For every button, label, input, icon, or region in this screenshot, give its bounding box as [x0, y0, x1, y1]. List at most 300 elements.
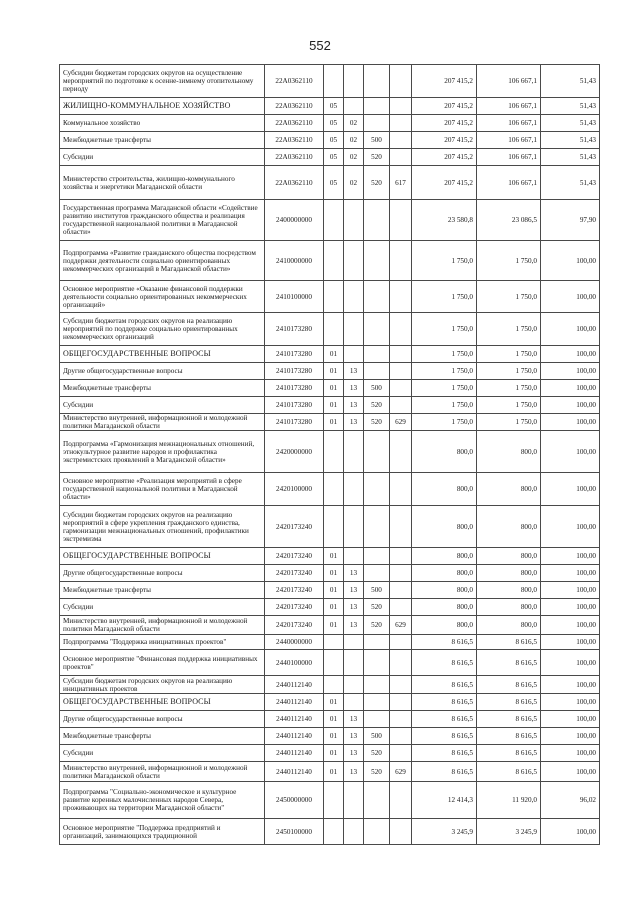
- row-executed: 23 086,5: [477, 200, 541, 241]
- row-code: 2420173240: [265, 565, 324, 582]
- row-percent: 96,02: [541, 782, 600, 819]
- row-percent: 100,00: [541, 819, 600, 845]
- row-plan: 1 750,0: [412, 380, 477, 397]
- row-executed: 11 920,0: [477, 782, 541, 819]
- row-percent: 100,00: [541, 548, 600, 565]
- row-code: 2420173240: [265, 599, 324, 616]
- table-row: [60, 548, 600, 565]
- row-code: 2440000000: [265, 635, 324, 650]
- row-percent: 100,00: [541, 414, 600, 431]
- row-subsection: 13: [344, 380, 364, 397]
- row-section: [324, 782, 344, 819]
- row-name: Межбюджетные трансферты: [60, 582, 265, 599]
- row-percent: 51,43: [541, 149, 600, 166]
- row-expense-type: [364, 819, 390, 845]
- row-plan: 207 415,2: [412, 149, 477, 166]
- row-admin-code: 629: [390, 616, 412, 635]
- row-percent: 100,00: [541, 694, 600, 711]
- row-subsection: [344, 241, 364, 281]
- row-name: Министерство внутренней, информационной и молодежной политики Магаданской области: [60, 414, 265, 431]
- row-executed: 800,0: [477, 616, 541, 635]
- row-code: 2420000000: [265, 431, 324, 473]
- row-name: Министерство внутренней, информационной и молодежной политики Магаданской области: [60, 616, 265, 635]
- row-code: 22А0362110: [265, 166, 324, 200]
- row-subsection: [344, 506, 364, 548]
- row-executed: 800,0: [477, 506, 541, 548]
- row-section: 01: [324, 728, 344, 745]
- row-name: ОБЩЕГОСУДАРСТВЕННЫЕ ВОПРОСЫ: [60, 548, 265, 565]
- row-code: 22А0362110: [265, 65, 324, 98]
- row-subsection: [344, 65, 364, 98]
- row-executed: 1 750,0: [477, 346, 541, 363]
- row-expense-type: [364, 346, 390, 363]
- row-subsection: [344, 676, 364, 694]
- row-admin-code: [390, 650, 412, 676]
- page-number: 552: [309, 38, 331, 53]
- row-plan: 1 750,0: [412, 363, 477, 380]
- row-plan: 8 616,5: [412, 745, 477, 762]
- row-code: 22А0362110: [265, 98, 324, 115]
- row-expense-type: 500: [364, 582, 390, 599]
- row-section: [324, 650, 344, 676]
- row-name: Основное мероприятие «Реализация мероприятий в сфере государственной национальной политики в Магаданской области»: [60, 473, 265, 506]
- table-row: [60, 200, 600, 241]
- row-section: 01: [324, 414, 344, 431]
- row-plan: 207 415,2: [412, 166, 477, 200]
- row-percent: 100,00: [541, 676, 600, 694]
- row-admin-code: [390, 548, 412, 565]
- table-row: [60, 582, 600, 599]
- row-name: Субсидии: [60, 397, 265, 414]
- row-expense-type: [364, 65, 390, 98]
- row-admin-code: [390, 635, 412, 650]
- row-section: 01: [324, 616, 344, 635]
- row-percent: 51,43: [541, 115, 600, 132]
- row-section: 01: [324, 397, 344, 414]
- row-subsection: [344, 281, 364, 313]
- row-expense-type: [364, 635, 390, 650]
- row-admin-code: [390, 782, 412, 819]
- row-expense-type: 520: [364, 745, 390, 762]
- row-admin-code: [390, 473, 412, 506]
- row-code: 2440112140: [265, 762, 324, 782]
- row-section: 01: [324, 582, 344, 599]
- row-code: 2420100000: [265, 473, 324, 506]
- table-row: [60, 313, 600, 346]
- table-row: [60, 728, 600, 745]
- table-row: [60, 635, 600, 650]
- row-plan: 8 616,5: [412, 676, 477, 694]
- row-executed: 106 667,1: [477, 98, 541, 115]
- row-subsection: 02: [344, 166, 364, 200]
- row-code: 2400000000: [265, 200, 324, 241]
- row-name: Другие общегосударственные вопросы: [60, 565, 265, 582]
- row-plan: 800,0: [412, 473, 477, 506]
- row-code: 22А0362110: [265, 132, 324, 149]
- row-section: [324, 819, 344, 845]
- row-plan: 1 750,0: [412, 281, 477, 313]
- row-section: 01: [324, 363, 344, 380]
- row-admin-code: [390, 397, 412, 414]
- row-executed: 1 750,0: [477, 363, 541, 380]
- row-plan: 12 414,3: [412, 782, 477, 819]
- row-section: [324, 313, 344, 346]
- row-admin-code: [390, 132, 412, 149]
- row-code: 2410173280: [265, 313, 324, 346]
- table-row: [60, 166, 600, 200]
- row-expense-type: 520: [364, 762, 390, 782]
- row-executed: 106 667,1: [477, 65, 541, 98]
- row-name: Основное мероприятие "Финансовая поддержка инициативных проектов": [60, 650, 265, 676]
- row-name: Субсидии: [60, 149, 265, 166]
- row-code: 2410000000: [265, 241, 324, 281]
- row-expense-type: 520: [364, 414, 390, 431]
- row-plan: 8 616,5: [412, 650, 477, 676]
- row-section: 05: [324, 166, 344, 200]
- row-executed: 106 667,1: [477, 115, 541, 132]
- row-code: 2410100000: [265, 281, 324, 313]
- row-plan: 800,0: [412, 506, 477, 548]
- row-admin-code: [390, 728, 412, 745]
- row-section: [324, 200, 344, 241]
- row-section: 05: [324, 149, 344, 166]
- row-expense-type: [364, 363, 390, 380]
- row-expense-type: [364, 711, 390, 728]
- row-executed: 8 616,5: [477, 762, 541, 782]
- row-plan: 1 750,0: [412, 313, 477, 346]
- row-section: 01: [324, 548, 344, 565]
- row-expense-type: [364, 565, 390, 582]
- row-subsection: [344, 782, 364, 819]
- row-expense-type: 520: [364, 166, 390, 200]
- row-subsection: [344, 431, 364, 473]
- row-admin-code: [390, 363, 412, 380]
- row-plan: 800,0: [412, 548, 477, 565]
- row-executed: 800,0: [477, 431, 541, 473]
- row-code: 2440112140: [265, 745, 324, 762]
- row-subsection: 13: [344, 565, 364, 582]
- row-code: 2410173280: [265, 414, 324, 431]
- row-admin-code: [390, 676, 412, 694]
- row-code: 2420173240: [265, 616, 324, 635]
- row-plan: 8 616,5: [412, 635, 477, 650]
- row-admin-code: [390, 431, 412, 473]
- row-subsection: [344, 635, 364, 650]
- row-executed: 800,0: [477, 565, 541, 582]
- row-name: ОБЩЕГОСУДАРСТВЕННЫЕ ВОПРОСЫ: [60, 346, 265, 363]
- row-plan: 207 415,2: [412, 98, 477, 115]
- row-subsection: 13: [344, 711, 364, 728]
- table-row: [60, 745, 600, 762]
- row-plan: 1 750,0: [412, 397, 477, 414]
- row-name: Министерство строительства, жилищно-коммунального хозяйства и энергетики Магаданской области: [60, 166, 265, 200]
- row-expense-type: [364, 506, 390, 548]
- row-expense-type: [364, 98, 390, 115]
- row-subsection: 02: [344, 115, 364, 132]
- table-row: [60, 711, 600, 728]
- row-name: Основное мероприятие "Поддержка предприятий и организаций, занимающихся традиционной: [60, 819, 265, 845]
- table-row: [60, 819, 600, 845]
- row-admin-code: 629: [390, 414, 412, 431]
- table-row: [60, 149, 600, 166]
- row-plan: 23 580,8: [412, 200, 477, 241]
- row-subsection: [344, 313, 364, 346]
- row-subsection: 02: [344, 132, 364, 149]
- row-percent: 100,00: [541, 241, 600, 281]
- table-row: [60, 782, 600, 819]
- row-code: 2420173240: [265, 506, 324, 548]
- row-admin-code: [390, 346, 412, 363]
- row-plan: 800,0: [412, 431, 477, 473]
- row-section: 01: [324, 565, 344, 582]
- row-percent: 51,43: [541, 98, 600, 115]
- row-name: Субсидии бюджетам городских округов на реализацию мероприятий по поддержке социально ориентированных некоммерческих организаций: [60, 313, 265, 346]
- row-percent: 51,43: [541, 166, 600, 200]
- row-admin-code: [390, 694, 412, 711]
- row-subsection: [344, 819, 364, 845]
- row-section: [324, 676, 344, 694]
- row-admin-code: [390, 819, 412, 845]
- row-code: 2440112140: [265, 676, 324, 694]
- row-plan: 3 245,9: [412, 819, 477, 845]
- row-executed: 1 750,0: [477, 241, 541, 281]
- table-row: [60, 616, 600, 635]
- row-executed: 8 616,5: [477, 676, 541, 694]
- row-section: 01: [324, 762, 344, 782]
- row-subsection: 02: [344, 149, 364, 166]
- row-expense-type: [364, 115, 390, 132]
- row-expense-type: [364, 694, 390, 711]
- row-code: 2450100000: [265, 819, 324, 845]
- row-admin-code: [390, 115, 412, 132]
- row-code: 2440100000: [265, 650, 324, 676]
- row-admin-code: [390, 200, 412, 241]
- table-row: [60, 676, 600, 694]
- table-row: [60, 380, 600, 397]
- row-subsection: 13: [344, 616, 364, 635]
- row-section: [324, 506, 344, 548]
- row-admin-code: [390, 599, 412, 616]
- row-code: 2410173280: [265, 397, 324, 414]
- row-subsection: 13: [344, 762, 364, 782]
- row-plan: 207 415,2: [412, 115, 477, 132]
- table-row: [60, 694, 600, 711]
- row-expense-type: 500: [364, 380, 390, 397]
- row-name: Подпрограмма «Гармонизация межнациональных отношений, этнокультурное развитие народов и профилактика экстремистских проявлений в Магаданской области»: [60, 431, 265, 473]
- row-percent: 100,00: [541, 346, 600, 363]
- row-executed: 106 667,1: [477, 149, 541, 166]
- row-admin-code: [390, 745, 412, 762]
- row-admin-code: [390, 98, 412, 115]
- row-admin-code: 617: [390, 166, 412, 200]
- row-expense-type: [364, 431, 390, 473]
- row-subsection: [344, 548, 364, 565]
- row-code: 22А0362110: [265, 115, 324, 132]
- row-name: Межбюджетные трансферты: [60, 132, 265, 149]
- row-name: Межбюджетные трансферты: [60, 728, 265, 745]
- row-section: 05: [324, 132, 344, 149]
- row-percent: 100,00: [541, 313, 600, 346]
- table-row: [60, 115, 600, 132]
- row-expense-type: [364, 241, 390, 281]
- row-executed: 1 750,0: [477, 397, 541, 414]
- table-row: [60, 363, 600, 380]
- row-name: Субсидии бюджетам городских округов на реализацию инициативных проектов: [60, 676, 265, 694]
- row-percent: 100,00: [541, 599, 600, 616]
- row-code: 2410173280: [265, 346, 324, 363]
- row-name: Подпрограмма "Социально-экономическое и культурное развитие коренных малочисленных народов Севера, проживающих на территории Магаданской области": [60, 782, 265, 819]
- row-executed: 8 616,5: [477, 650, 541, 676]
- row-percent: 100,00: [541, 473, 600, 506]
- row-percent: 100,00: [541, 745, 600, 762]
- row-section: 01: [324, 346, 344, 363]
- row-plan: 1 750,0: [412, 414, 477, 431]
- row-subsection: [344, 200, 364, 241]
- row-subsection: 13: [344, 414, 364, 431]
- row-section: [324, 241, 344, 281]
- row-plan: 207 415,2: [412, 65, 477, 98]
- row-expense-type: [364, 548, 390, 565]
- row-plan: 8 616,5: [412, 728, 477, 745]
- row-percent: 100,00: [541, 635, 600, 650]
- row-executed: 8 616,5: [477, 728, 541, 745]
- row-plan: 8 616,5: [412, 711, 477, 728]
- row-plan: 800,0: [412, 599, 477, 616]
- row-expense-type: 520: [364, 599, 390, 616]
- row-expense-type: [364, 313, 390, 346]
- row-subsection: 13: [344, 745, 364, 762]
- row-section: 01: [324, 380, 344, 397]
- table-row: [60, 397, 600, 414]
- row-subsection: 13: [344, 363, 364, 380]
- row-name: Подпрограмма "Поддержка инициативных проектов": [60, 635, 265, 650]
- row-name: Подпрограмма «Развитие гражданского общества посредством поддержки деятельности социально ориентированных некоммерческих организаций в Магаданской области»: [60, 241, 265, 281]
- row-subsection: 13: [344, 599, 364, 616]
- row-executed: 800,0: [477, 473, 541, 506]
- row-plan: 8 616,5: [412, 762, 477, 782]
- row-code: 2440112140: [265, 711, 324, 728]
- row-admin-code: 629: [390, 762, 412, 782]
- row-executed: 106 667,1: [477, 166, 541, 200]
- row-code: 2410173280: [265, 380, 324, 397]
- row-admin-code: [390, 380, 412, 397]
- row-code: 2420173240: [265, 582, 324, 599]
- row-admin-code: [390, 281, 412, 313]
- row-subsection: 13: [344, 397, 364, 414]
- row-name: Государственная программа Магаданской области «Содействие развитию институтов гражданского общества и реализация государственной национальной политики в Магаданской области»: [60, 200, 265, 241]
- row-section: [324, 281, 344, 313]
- row-expense-type: [364, 782, 390, 819]
- row-plan: 800,0: [412, 616, 477, 635]
- row-section: 01: [324, 694, 344, 711]
- row-admin-code: [390, 506, 412, 548]
- row-plan: 8 616,5: [412, 694, 477, 711]
- row-plan: 800,0: [412, 565, 477, 582]
- row-expense-type: 520: [364, 616, 390, 635]
- row-percent: 100,00: [541, 711, 600, 728]
- row-percent: 100,00: [541, 582, 600, 599]
- row-plan: 1 750,0: [412, 241, 477, 281]
- row-admin-code: [390, 565, 412, 582]
- row-code: 2450000000: [265, 782, 324, 819]
- table-row: [60, 565, 600, 582]
- row-subsection: [344, 650, 364, 676]
- row-section: 05: [324, 98, 344, 115]
- row-code: 2440112140: [265, 694, 324, 711]
- row-admin-code: [390, 313, 412, 346]
- row-section: 05: [324, 115, 344, 132]
- row-section: [324, 635, 344, 650]
- row-section: [324, 65, 344, 98]
- row-executed: 1 750,0: [477, 414, 541, 431]
- row-admin-code: [390, 582, 412, 599]
- row-admin-code: [390, 241, 412, 281]
- row-executed: 3 245,9: [477, 819, 541, 845]
- row-executed: 1 750,0: [477, 380, 541, 397]
- row-name: Другие общегосударственные вопросы: [60, 363, 265, 380]
- row-executed: 800,0: [477, 548, 541, 565]
- row-expense-type: 520: [364, 149, 390, 166]
- row-executed: 8 616,5: [477, 635, 541, 650]
- row-executed: 8 616,5: [477, 694, 541, 711]
- row-expense-type: [364, 281, 390, 313]
- row-expense-type: 520: [364, 397, 390, 414]
- table-row: [60, 473, 600, 506]
- row-section: 01: [324, 711, 344, 728]
- row-name: Субсидии бюджетам городских округов на реализацию мероприятий в сфере укрепления гражданского единства, гармонизации межнациональных отношений, профилактики экстремизма: [60, 506, 265, 548]
- row-section: [324, 473, 344, 506]
- row-executed: 8 616,5: [477, 745, 541, 762]
- table-row: [60, 281, 600, 313]
- row-name: ЖИЛИЩНО-КОММУНАЛЬНОЕ ХОЗЯЙСТВО: [60, 98, 265, 115]
- row-name: Межбюджетные трансферты: [60, 380, 265, 397]
- row-code: 2420173240: [265, 548, 324, 565]
- row-percent: 97,90: [541, 200, 600, 241]
- row-admin-code: [390, 149, 412, 166]
- row-percent: 100,00: [541, 431, 600, 473]
- table-row: [60, 65, 600, 98]
- row-subsection: [344, 473, 364, 506]
- row-percent: 100,00: [541, 397, 600, 414]
- row-executed: 106 667,1: [477, 132, 541, 149]
- table-row: [60, 650, 600, 676]
- row-subsection: 13: [344, 582, 364, 599]
- row-percent: 100,00: [541, 762, 600, 782]
- row-plan: 1 750,0: [412, 346, 477, 363]
- row-code: 22А0362110: [265, 149, 324, 166]
- row-percent: 100,00: [541, 616, 600, 635]
- row-section: 01: [324, 745, 344, 762]
- row-percent: 100,00: [541, 728, 600, 745]
- row-name: Другие общегосударственные вопросы: [60, 711, 265, 728]
- row-name: Субсидии: [60, 745, 265, 762]
- row-percent: 51,43: [541, 132, 600, 149]
- row-percent: 100,00: [541, 506, 600, 548]
- row-name: Коммунальное хозяйство: [60, 115, 265, 132]
- row-name: Субсидии: [60, 599, 265, 616]
- row-subsection: [344, 346, 364, 363]
- row-name: ОБЩЕГОСУДАРСТВЕННЫЕ ВОПРОСЫ: [60, 694, 265, 711]
- table-row: [60, 762, 600, 782]
- table-row: [60, 414, 600, 431]
- table-row: [60, 599, 600, 616]
- row-executed: 8 616,5: [477, 711, 541, 728]
- row-percent: 100,00: [541, 565, 600, 582]
- row-section: [324, 431, 344, 473]
- row-expense-type: 500: [364, 728, 390, 745]
- row-percent: 51,43: [541, 65, 600, 98]
- row-executed: 1 750,0: [477, 281, 541, 313]
